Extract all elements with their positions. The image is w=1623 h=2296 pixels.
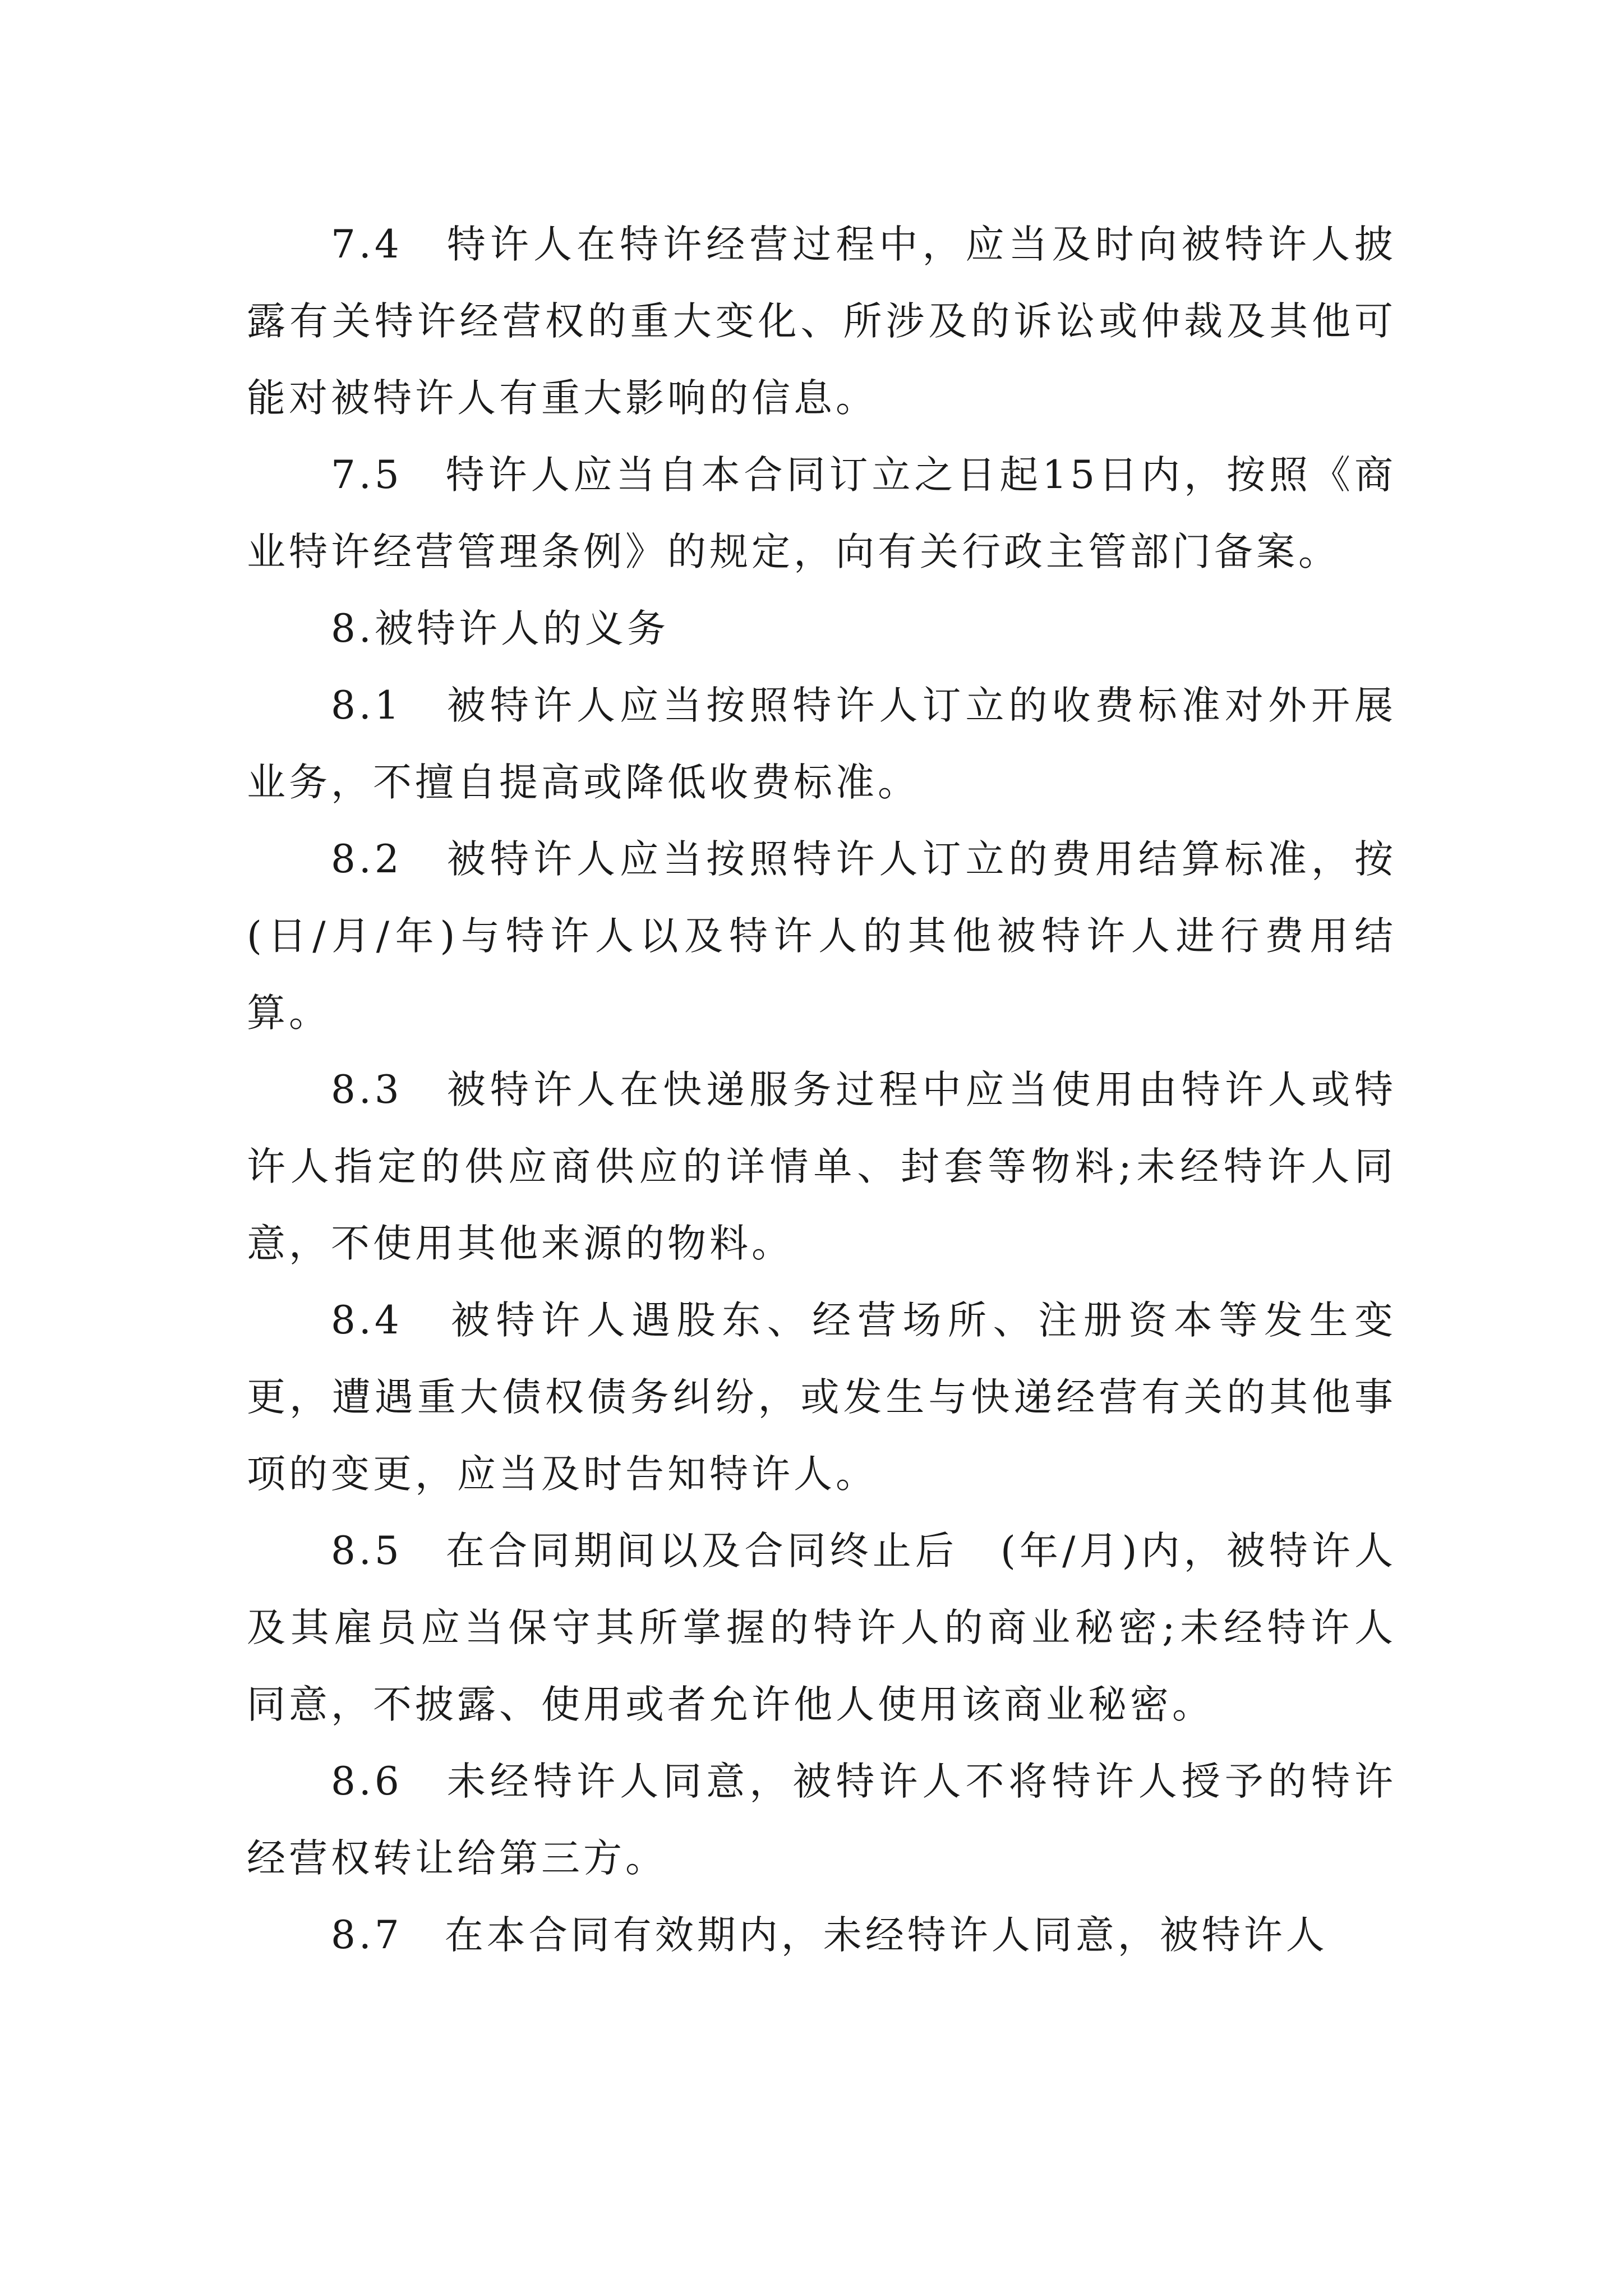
paragraph-7-4: 7.4 特许人在特许经营过程中，应当及时向被特许人披露有关特许经营权的重大变化、所涉及的诉讼或仲裁及其他可能对被特许人有重大影响的信息。 [247,222,1396,421]
paragraph-8-1: 8.1 被特许人应当按照特许人订立的收费标准对外开展业务，不擅自提高或降低收费标准。 [247,683,1396,805]
paragraph-8-4: 8.4 被特许人遇股东、经营场所、注册资本等发生变更，遭遇重大债权债务纠纷，或发生与快递经营有关的其他事项的变更，应当及时告知特许人。 [247,1298,1396,1497]
paragraph-8-3: 8.3 被特许人在快递服务过程中应当使用由特许人或特许人指定的供应商供应的详情单、封套等物料;未经特许人同意，不使用其他来源的物料。 [247,1068,1396,1266]
paragraph-8-5: 8.5 在合同期间以及合同终止后 (年/月)内，被特许人及其雇员应当保守其所掌握的特许人的商业秘密;未经特许人同意，不披露、使用或者允许他人使用该商业秘密。 [247,1529,1396,1727]
section-heading-8: 8.被特许人的义务 [331,606,669,651]
document-body [247,206,1396,1974]
paragraph-8-7: 8.7 在本合同有效期内，未经特许人同意，被特许人 [331,1913,1328,1958]
paragraph-8-2: 8.2 被特许人应当按照特许人订立的费用结算标准，按(日/月/年)与特许人以及特许人的其他被特许人进行费用结算。 [247,837,1396,1036]
paragraph-7-5: 7.5 特许人应当自本合同订立之日起15日内，按照《商业特许经营管理条例》的规定，向有关行政主管部门备案。 [247,453,1396,574]
paragraph-8-6: 8.6 未经特许人同意，被特许人不将特许人授予的特许经营权转让给第三方。 [247,1759,1396,1881]
